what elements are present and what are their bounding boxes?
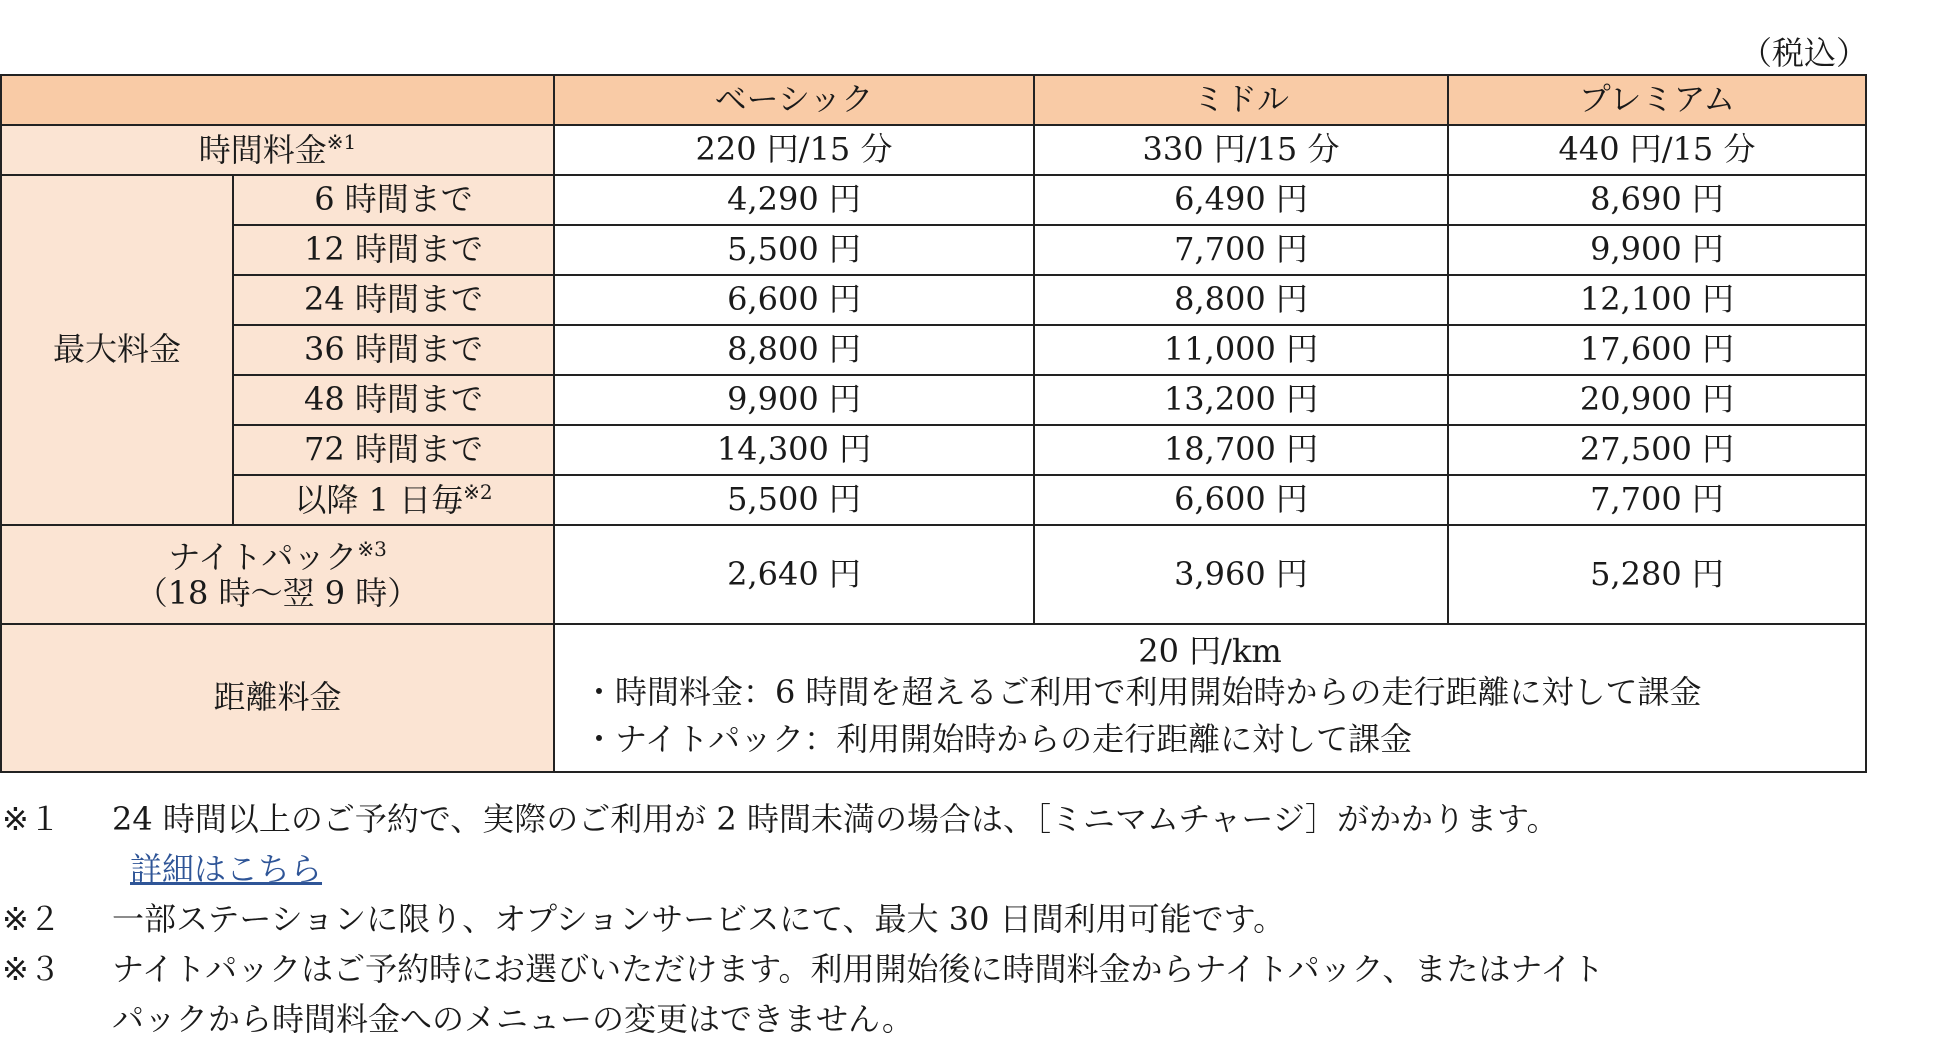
- max-fee-duration: 36 時間まで: [233, 325, 554, 375]
- night-pack-premium: 5,280 円: [1448, 525, 1866, 624]
- night-pack-basic: 2,640 円: [554, 525, 1034, 624]
- plan-basic-header: ベーシック: [554, 75, 1034, 125]
- footnote-mark: ※３: [2, 950, 61, 988]
- footnote-text: パックから時間料金へのメニューの変更はできません。: [112, 1000, 914, 1038]
- footnotes: [0, 794, 1940, 1044]
- max-fee-duration: 6 時間まで: [233, 175, 554, 225]
- max-fee-premium: 7,700 円: [1448, 475, 1866, 525]
- max-fee-row: [1, 325, 1866, 375]
- distance-note: ・ナイトパック：利用開始時からの走行距離に対して課金: [583, 719, 1413, 758]
- time-fee-middle: 330 円/15 分: [1034, 125, 1448, 175]
- details-link[interactable]: 詳細はこちら: [130, 850, 323, 888]
- max-fee-middle: 6,600 円: [1034, 475, 1448, 525]
- max-fee-middle: 13,200 円: [1034, 375, 1448, 425]
- footnote-1: [0, 794, 1940, 894]
- footnote-text: ナイトパックはご予約時にお選びいただけます。利用開始後に時間料金からナイトパック、またはナイト: [112, 950, 1605, 988]
- night-pack-middle: 3,960 円: [1034, 525, 1448, 624]
- max-fee-row: [1, 275, 1866, 325]
- distance-note: ・時間料金：6 時間を超えるご利用で利用開始時からの走行距離に対して課金: [583, 673, 1702, 712]
- max-fee-row: [1, 475, 1866, 525]
- plan-middle-header: ミドル: [1034, 75, 1448, 125]
- corner-cell: [1, 75, 554, 125]
- max-fee-middle: 11,000 円: [1034, 325, 1448, 375]
- max-fee-duration: 72 時間まで: [233, 425, 554, 475]
- tax-included-note: （税込）: [1739, 34, 1868, 72]
- time-fee-basic: 220 円/15 分: [554, 125, 1034, 175]
- max-fee-label: 最大料金: [1, 175, 233, 525]
- distance-fee-row: [1, 624, 1866, 772]
- night-pack-hours: （18 時～翌 9 時）: [135, 573, 420, 612]
- plan-premium-header: プレミアム: [1448, 75, 1866, 125]
- footnote-mark: ※２: [2, 900, 61, 938]
- max-fee-premium: 20,900 円: [1448, 375, 1866, 425]
- night-pack-row: [1, 525, 1866, 624]
- max-fee-basic: 14,300 円: [554, 425, 1034, 475]
- max-fee-middle: 7,700 円: [1034, 225, 1448, 275]
- max-fee-basic: 8,800 円: [554, 325, 1034, 375]
- night-pack-label: ナイトパック$^{※3}$ （18 時～翌 9 時）: [1, 525, 554, 624]
- price-table: [0, 74, 1867, 773]
- distance-rate: 20 円/km: [1138, 632, 1282, 671]
- max-fee-row: [1, 375, 1866, 425]
- max-fee-basic: 5,500 円: [554, 475, 1034, 525]
- max-fee-row: [1, 225, 1866, 275]
- time-fee-label: 時間料金$^{※1}$: [1, 125, 554, 175]
- max-fee-premium: 9,900 円: [1448, 225, 1866, 275]
- max-fee-middle: 8,800 円: [1034, 275, 1448, 325]
- footnote-text: 24 時間以上のご予約で、実際のご利用が 2 時間未満の場合は、［ミニマムチャージ］がかかります。: [112, 800, 1559, 838]
- plan-header-row: [1, 75, 1866, 125]
- max-fee-basic: 9,900 円: [554, 375, 1034, 425]
- distance-fee-details: [554, 624, 1866, 772]
- max-fee-basic: 4,290 円: [554, 175, 1034, 225]
- max-fee-duration: 12 時間まで: [233, 225, 554, 275]
- max-fee-duration: 24 時間まで: [233, 275, 554, 325]
- max-fee-middle: 6,490 円: [1034, 175, 1448, 225]
- max-fee-premium: 8,690 円: [1448, 175, 1866, 225]
- time-fee-row: [1, 125, 1866, 175]
- distance-fee-label: 距離料金: [1, 624, 554, 772]
- footnote-3: [0, 944, 1940, 1044]
- footnote-mark: ※１: [2, 800, 61, 838]
- max-fee-middle: 18,700 円: [1034, 425, 1448, 475]
- time-fee-premium: 440 円/15 分: [1448, 125, 1866, 175]
- max-fee-duration: 以降 1 日毎$^{※2}$: [233, 475, 554, 525]
- max-fee-premium: 17,600 円: [1448, 325, 1866, 375]
- footnote-text: 一部ステーションに限り、オプションサービスにて、最大 30 日間利用可能です。: [112, 900, 1286, 938]
- max-fee-premium: 12,100 円: [1448, 275, 1866, 325]
- max-fee-duration: 48 時間まで: [233, 375, 554, 425]
- max-fee-basic: 6,600 円: [554, 275, 1034, 325]
- max-fee-premium: 27,500 円: [1448, 425, 1866, 475]
- max-fee-basic: 5,500 円: [554, 225, 1034, 275]
- footnote-2: [0, 894, 1940, 944]
- max-fee-row: [1, 425, 1866, 475]
- max-fee-row: [1, 175, 1866, 225]
